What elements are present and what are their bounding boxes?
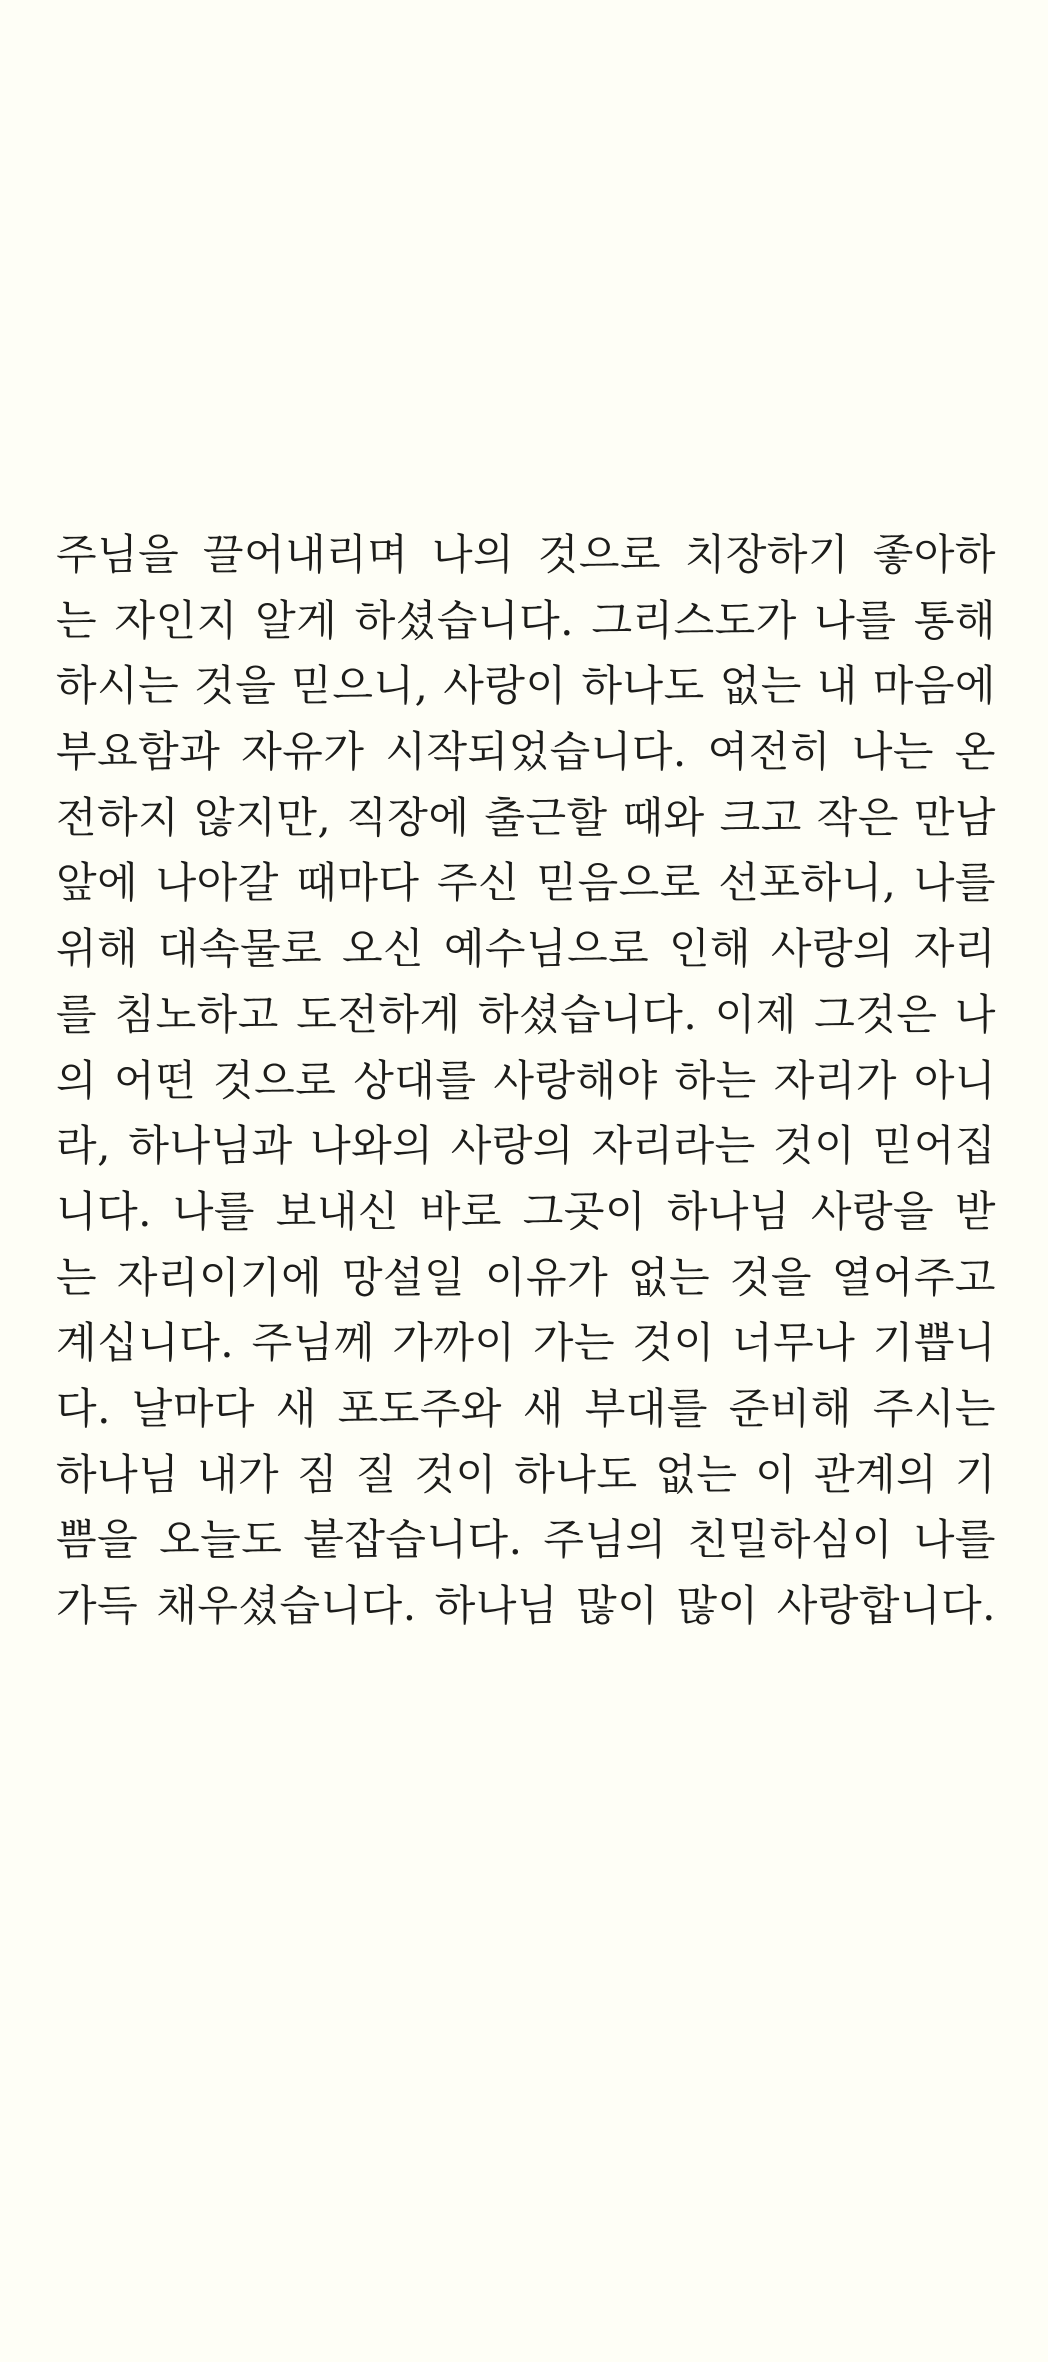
text-line: 쁨을 오늘도 붙잡습니다. 주님의 친밀하심이 나를	[56, 1515, 996, 1565]
text-line: 계십니다. 주님께 가까이 가는 것이 너무나 기쁩니	[56, 1318, 996, 1368]
text-line: 니다. 나를 보내신 바로 그곳이 하나님 사랑을 받	[56, 1186, 996, 1236]
text-line: 라, 하나님과 나와의 사랑의 자리라는 것이 믿어집	[56, 1121, 996, 1171]
text-line: 주님을 끌어내리며 나의 것으로 치장하기 좋아하	[56, 530, 996, 579]
text-line: 하나님 내가 짐 질 것이 하나도 없는 이 관계의 기	[56, 1449, 996, 1499]
text-line: 전하지 않지만, 직장에 출근할 때와 크고 작은 만남	[56, 792, 996, 842]
text-line: 다. 날마다 새 포도주와 새 부대를 준비해 주시는	[56, 1383, 996, 1433]
text-line: 앞에 나아갈 때마다 주신 믿음으로 선포하니, 나를	[56, 858, 996, 908]
text-line: 하시는 것을 믿으니, 사랑이 하나도 없는 내 마음에	[56, 661, 996, 711]
text-line: 를 침노하고 도전하게 하셨습니다. 이제 그것은 나	[56, 989, 996, 1039]
text-line: 위해 대속물로 오신 예수님으로 인해 사랑의 자리	[56, 924, 996, 974]
text-line: 의 어떤 것으로 상대를 사랑해야 하는 자리가 아니	[56, 1055, 996, 1105]
text-line: 는 자인지 알게 하셨습니다. 그리스도가 나를 통해	[56, 595, 996, 645]
text-line: 부요함과 자유가 시작되었습니다. 여전히 나는 온	[56, 727, 996, 777]
text-line: 는 자리이기에 망설일 이유가 없는 것을 열어주고	[56, 1252, 996, 1302]
devotional-text	[56, 522, 996, 1639]
text-line: 가득 채우셨습니다. 하나님 많이 많이 사랑합니다.	[56, 1581, 996, 1630]
